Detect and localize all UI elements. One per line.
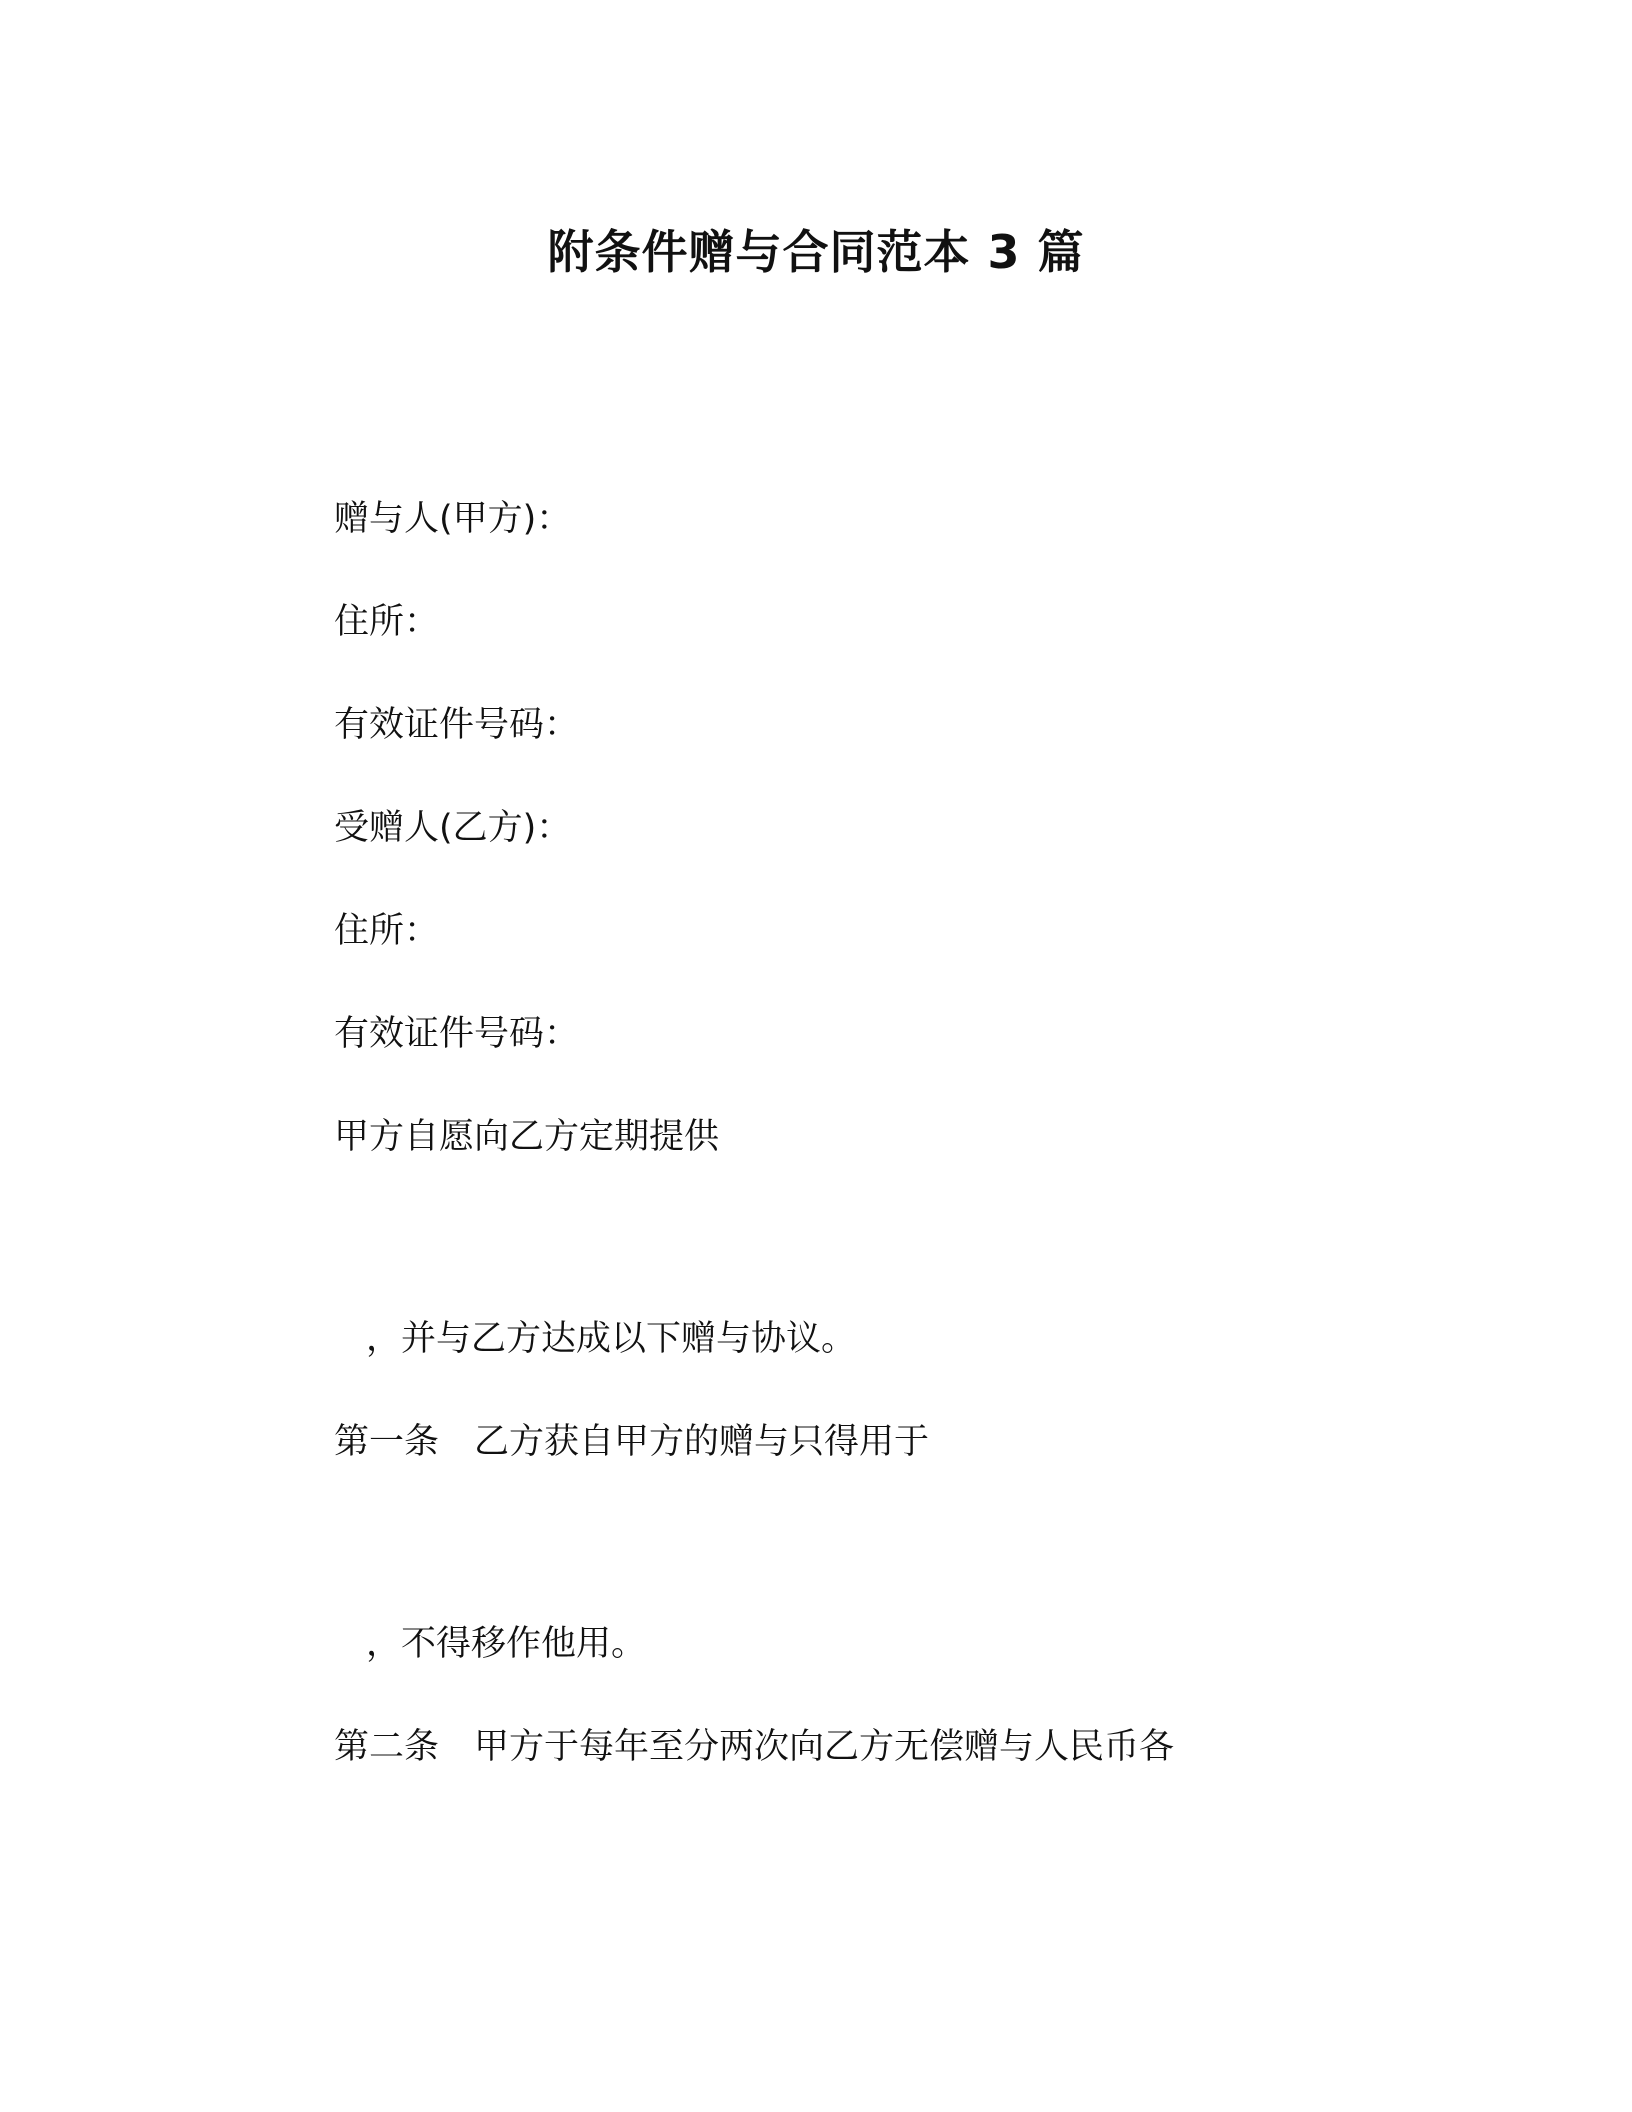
gift-intro-line: 甲方自愿向乙方定期提供 xyxy=(334,1117,720,1157)
donor-id-label: 有效证件号码： xyxy=(334,705,580,745)
donor-label: 赠与人(甲方)： xyxy=(334,499,572,539)
donee-label: 受赠人(乙方)： xyxy=(334,808,572,848)
article-one: 第一条 乙方获自甲方的赠与只得用于 xyxy=(334,1422,930,1462)
article-one-continuation: ，不得移作他用。 xyxy=(366,1624,647,1664)
donee-address-label: 住所： xyxy=(334,911,440,951)
agreement-line: ，并与乙方达成以下赠与协议。 xyxy=(366,1319,857,1359)
article-two: 第二条 甲方于每年至分两次向乙方无偿赠与人民币各 xyxy=(334,1727,1175,1767)
donee-id-label: 有效证件号码： xyxy=(334,1014,580,1054)
donor-address-label: 住所： xyxy=(334,602,440,642)
document-title: 附条件赠与合同范本 3 篇 xyxy=(547,225,1085,279)
